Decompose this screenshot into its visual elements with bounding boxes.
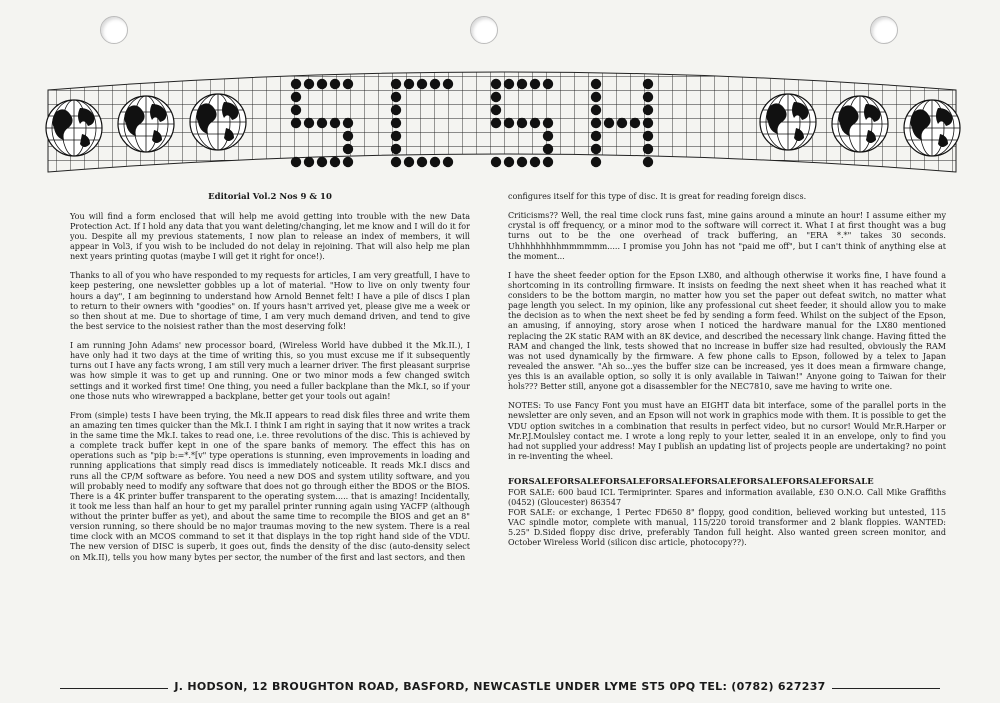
world-globe-icon (118, 96, 174, 152)
logo-dot (591, 118, 601, 128)
world-globe-icon (760, 94, 816, 150)
logo-dot (304, 157, 314, 167)
logo-dot (543, 118, 553, 128)
logo-dot (343, 144, 353, 154)
logo-dot (517, 118, 527, 128)
logo-dot (291, 157, 301, 167)
logo-dot (530, 118, 540, 128)
notes-paragraph: NOTES: To use Fancy Font you must have an EIGHT data bit interface, some of the parallel ports in the newsletter are only seven, and an Epson will not work in graphics mode with them. It is possible to get the VDU option switches in a combination that results in perfect video, but no cursor! Would Mr.R.Harper or Mr.P.J.Moulsley contact me. I wrote a long reply to your letter, sealed it in an envelope, only to find you had not supplied your address! May I publish an updating list of projects people are undertaking? no point in re-inventing the wheel. (508, 401, 946, 461)
logo-dot (517, 79, 527, 89)
logo-dot (643, 131, 653, 141)
masthead-banner (28, 62, 976, 182)
logo-dot (404, 79, 414, 89)
logo-dot (304, 79, 314, 89)
paragraph: configures itself for this type of disc. It is great for reading foreign discs. (508, 192, 807, 201)
logo-dot (317, 79, 327, 89)
logo-dot (491, 79, 501, 89)
logo-dot (391, 144, 401, 154)
logo-dot (643, 79, 653, 89)
paragraph: I have the sheet feeder option for the Epson LX80, and although otherwise it works fine, I have found a shortcoming in its controlling firmware. It insists on feeding the next sheet when it has reached what it considers to be the bottom margin, no matter how you set the paper out defeat switch, no matter what page length you select. In my opinion, like any professional cut sheet feeder, it should allow you to make the decision as to when the next sheet be fed by sending a form feed. Whilst on the subject of the Epson, an amusing, if annoying, story arose when I noticed the hardware manual for the LX80 mentioned replacing the 2K static RAM with an 8K device, and described the necessary link change. Having fitted the RAM and changed the link, tests showed that no increase in buffer size had resulted, obviously the RAM was not used dynamically by the firmware. A few phone calls to Epson, followed by a telex to Japan revealed the answer. "Ah so...yes the buffer size can be increased, yes it does mean a firmware change, yes this is an available option, so solly it is only available in Taiwan!" Anyone going to Taiwan for their hols??? Better still, anyone got a disassembler for the NEC7810, save me having to write one. (508, 270, 946, 392)
logo-dot (430, 157, 440, 167)
logo-dot (330, 79, 340, 89)
world-globe-icon (190, 94, 246, 150)
logo-dot (317, 118, 327, 128)
logo-dot (604, 118, 614, 128)
logo-dot (343, 118, 353, 128)
punch-hole (870, 16, 898, 44)
logo-dot (491, 118, 501, 128)
logo-dot (291, 79, 301, 89)
logo-dot (330, 118, 340, 128)
logo-dot (504, 79, 514, 89)
logo-dot (504, 118, 514, 128)
logo-dot (591, 105, 601, 115)
logo-dot (391, 92, 401, 102)
paragraph: From (simple) tests I have been trying, the Mk.II appears to read disk files three and write them an amazing ten times quicker than the Mk.I. I think I am right in saying that it now writes a track in the same time the Mk.I. takes to read one, i.e. three revolutions of the disc. This is achieved by a complete track buffer kept in one of the spare banks of memory. The effect this has on operations such as "pip b:=*.*[v" type operations is stunning, even improvements in loading and running applications that simply read discs is immediately noticeable. It reads Mk.I discs and runs all the CP/M software as before. You need a new DOS and system utility software, and you will probably need to modify any software that does not go through either the BDOS or the BIOS. There is a 4K printer buffer transparent to the operating system..... that is amazing! Incidentally, it took me less than half an hour to get my parallel printer running again using YACFP (although without the printer buffer as yet), and about the same time to recompile the BIOS and get an 8" version running, so there should be no major traumas moving to the new system. There is a real time clock with an MCOS command to set it that displays in the top right hand side of the VDU. The new version of DISC is superb, it goes out, finds the density of the disc (auto-density select on Mk.II), tells you how many bytes per sector, the number of the first and last sectors, and then (70, 410, 470, 562)
logo-dot (543, 157, 553, 167)
paragraph: Criticisms?? Well, the real time clock runs fast, mine gains around a minute an hour! I assume either my crystal is off frequency, or a minor mod to the software will correct it. What I at first thought was a bug turns out to be the one overhead of track buffering, an "ERA *.*" takes 30 seconds. Uhhhhhhhhhmmmmmm..... I promise you John has not "paid me off", but I can't think of anything else at the moment... (508, 211, 946, 261)
punch-hole (470, 16, 498, 44)
logo-dot (617, 118, 627, 128)
logo-dot (343, 79, 353, 89)
logo-dot (643, 118, 653, 128)
logo-dot (391, 118, 401, 128)
logo-dot (643, 144, 653, 154)
logo-dot (391, 131, 401, 141)
logo-dot (291, 118, 301, 128)
logo-dot (417, 157, 427, 167)
logo-dot (291, 105, 301, 115)
logo-dot (443, 79, 453, 89)
footer (0, 680, 1000, 700)
logo-dot (504, 157, 514, 167)
paragraph: I am running John Adams' new processor board, (Wireless World have dubbed it the Mk.II.), I have only had it two days at the time of writing this, so you must excuse me if it subsequently turns out I have any facts wrong, I am still very much a learner driver. The first pleasant surprise was how simple it was to get up and running. One or two minor mods a few changed switch settings and it worked first time! One thing, you need a fuller backplane than the Mk.I, so if your one those nuts who wirewrapped a backplane, better get your tools out again! (70, 341, 470, 401)
logo-dot (404, 157, 414, 167)
world-globe-icon (832, 96, 888, 152)
logo-dot (491, 92, 501, 102)
footer-address: J. HODSON, 12 BROUGHTON ROAD, BASFORD, NEWCASTLE UNDER LYME ST5 0PQ TEL: (0782) 627237 (168, 680, 831, 693)
logo-dot (391, 157, 401, 167)
logo-dot (417, 79, 427, 89)
forsale-banner: FORSALEFORSALEFORSALEFORSALEFORSALEFORSALEFORSALEFORSALE (508, 476, 874, 486)
logo-dot (591, 131, 601, 141)
logo-dot (630, 118, 640, 128)
logo-dot (330, 157, 340, 167)
logo-dot (530, 79, 540, 89)
world-globe-icon (46, 100, 102, 156)
paragraph: Thanks to all of you who have responded to my requests for articles, I am very greatfull, I have to keep pestering, one newsletter gobbles up a lot of material. "How to live on only twenty four hours a day", I am beginning to understand how Arnold Bennet felt! I have a pile of discs I plan to return to their owners with "goodies" on. If yours hasn't arrived yet, please give me a week or so then shout at me. Due to shortage of time, I am very much demand driven, and tend to give the best service to the noisiest rather than the most deserving folk! (70, 271, 470, 331)
logo-dot (443, 157, 453, 167)
logo-dot (317, 157, 327, 167)
logo-dot (543, 79, 553, 89)
logo-dot (343, 131, 353, 141)
logo-dot (391, 79, 401, 89)
forsale-item: FOR SALE: 600 baud ICL Termiprinter. Spares and information available, £30 O.N.O. Call Mike Graffiths (0452) (Gloucester) 863547 (508, 487, 946, 507)
logo-dot (491, 105, 501, 115)
logo-dot (591, 92, 601, 102)
logo-dot (543, 131, 553, 141)
punch-hole (100, 16, 128, 44)
logo-dot (430, 79, 440, 89)
left-column (70, 192, 470, 572)
logo-dot (591, 79, 601, 89)
logo-dot (291, 92, 301, 102)
logo-dot (643, 92, 653, 102)
paragraph: You will find a form enclosed that will help me avoid getting into trouble with the new Data Protection Act. If I hold any data that you want deleting/changing, let me know and I will do it for you. Despite all my previous statements, I now plan to release an index of members, it will appear in Vol3, if you wish to be included do not delay in rejoining. That will also help me plan next years printing quotas (maybe I will get it right for once!). (70, 211, 470, 262)
right-column (508, 192, 946, 548)
logo-dot (643, 105, 653, 115)
logo-dot (491, 157, 501, 167)
world-globe-icon (904, 100, 960, 156)
logo-dot (343, 157, 353, 167)
logo-dot (304, 118, 314, 128)
logo-dot (591, 144, 601, 154)
logo-dot (543, 144, 553, 154)
logo-dot (517, 157, 527, 167)
logo-dot (591, 157, 601, 167)
logo-dot (530, 157, 540, 167)
logo-dot (391, 105, 401, 115)
logo-dot (643, 157, 653, 167)
forsale-item: FOR SALE: or exchange, 1 Pertec FD650 8" floppy, good condition, believed working but untested, 115 VAC spindle motor, complete with manual, 115/220 toroid transformer and 2 blank floppies. WANTED: 5.25" D.Sided floppy disc drive, preferably Tandon full height. Also wanted green screen monitor, and October Wireless World (silicon disc article, photocopy??). (508, 507, 946, 548)
editorial-heading: Editorial Vol.2 Nos 9 & 10 (208, 192, 332, 202)
